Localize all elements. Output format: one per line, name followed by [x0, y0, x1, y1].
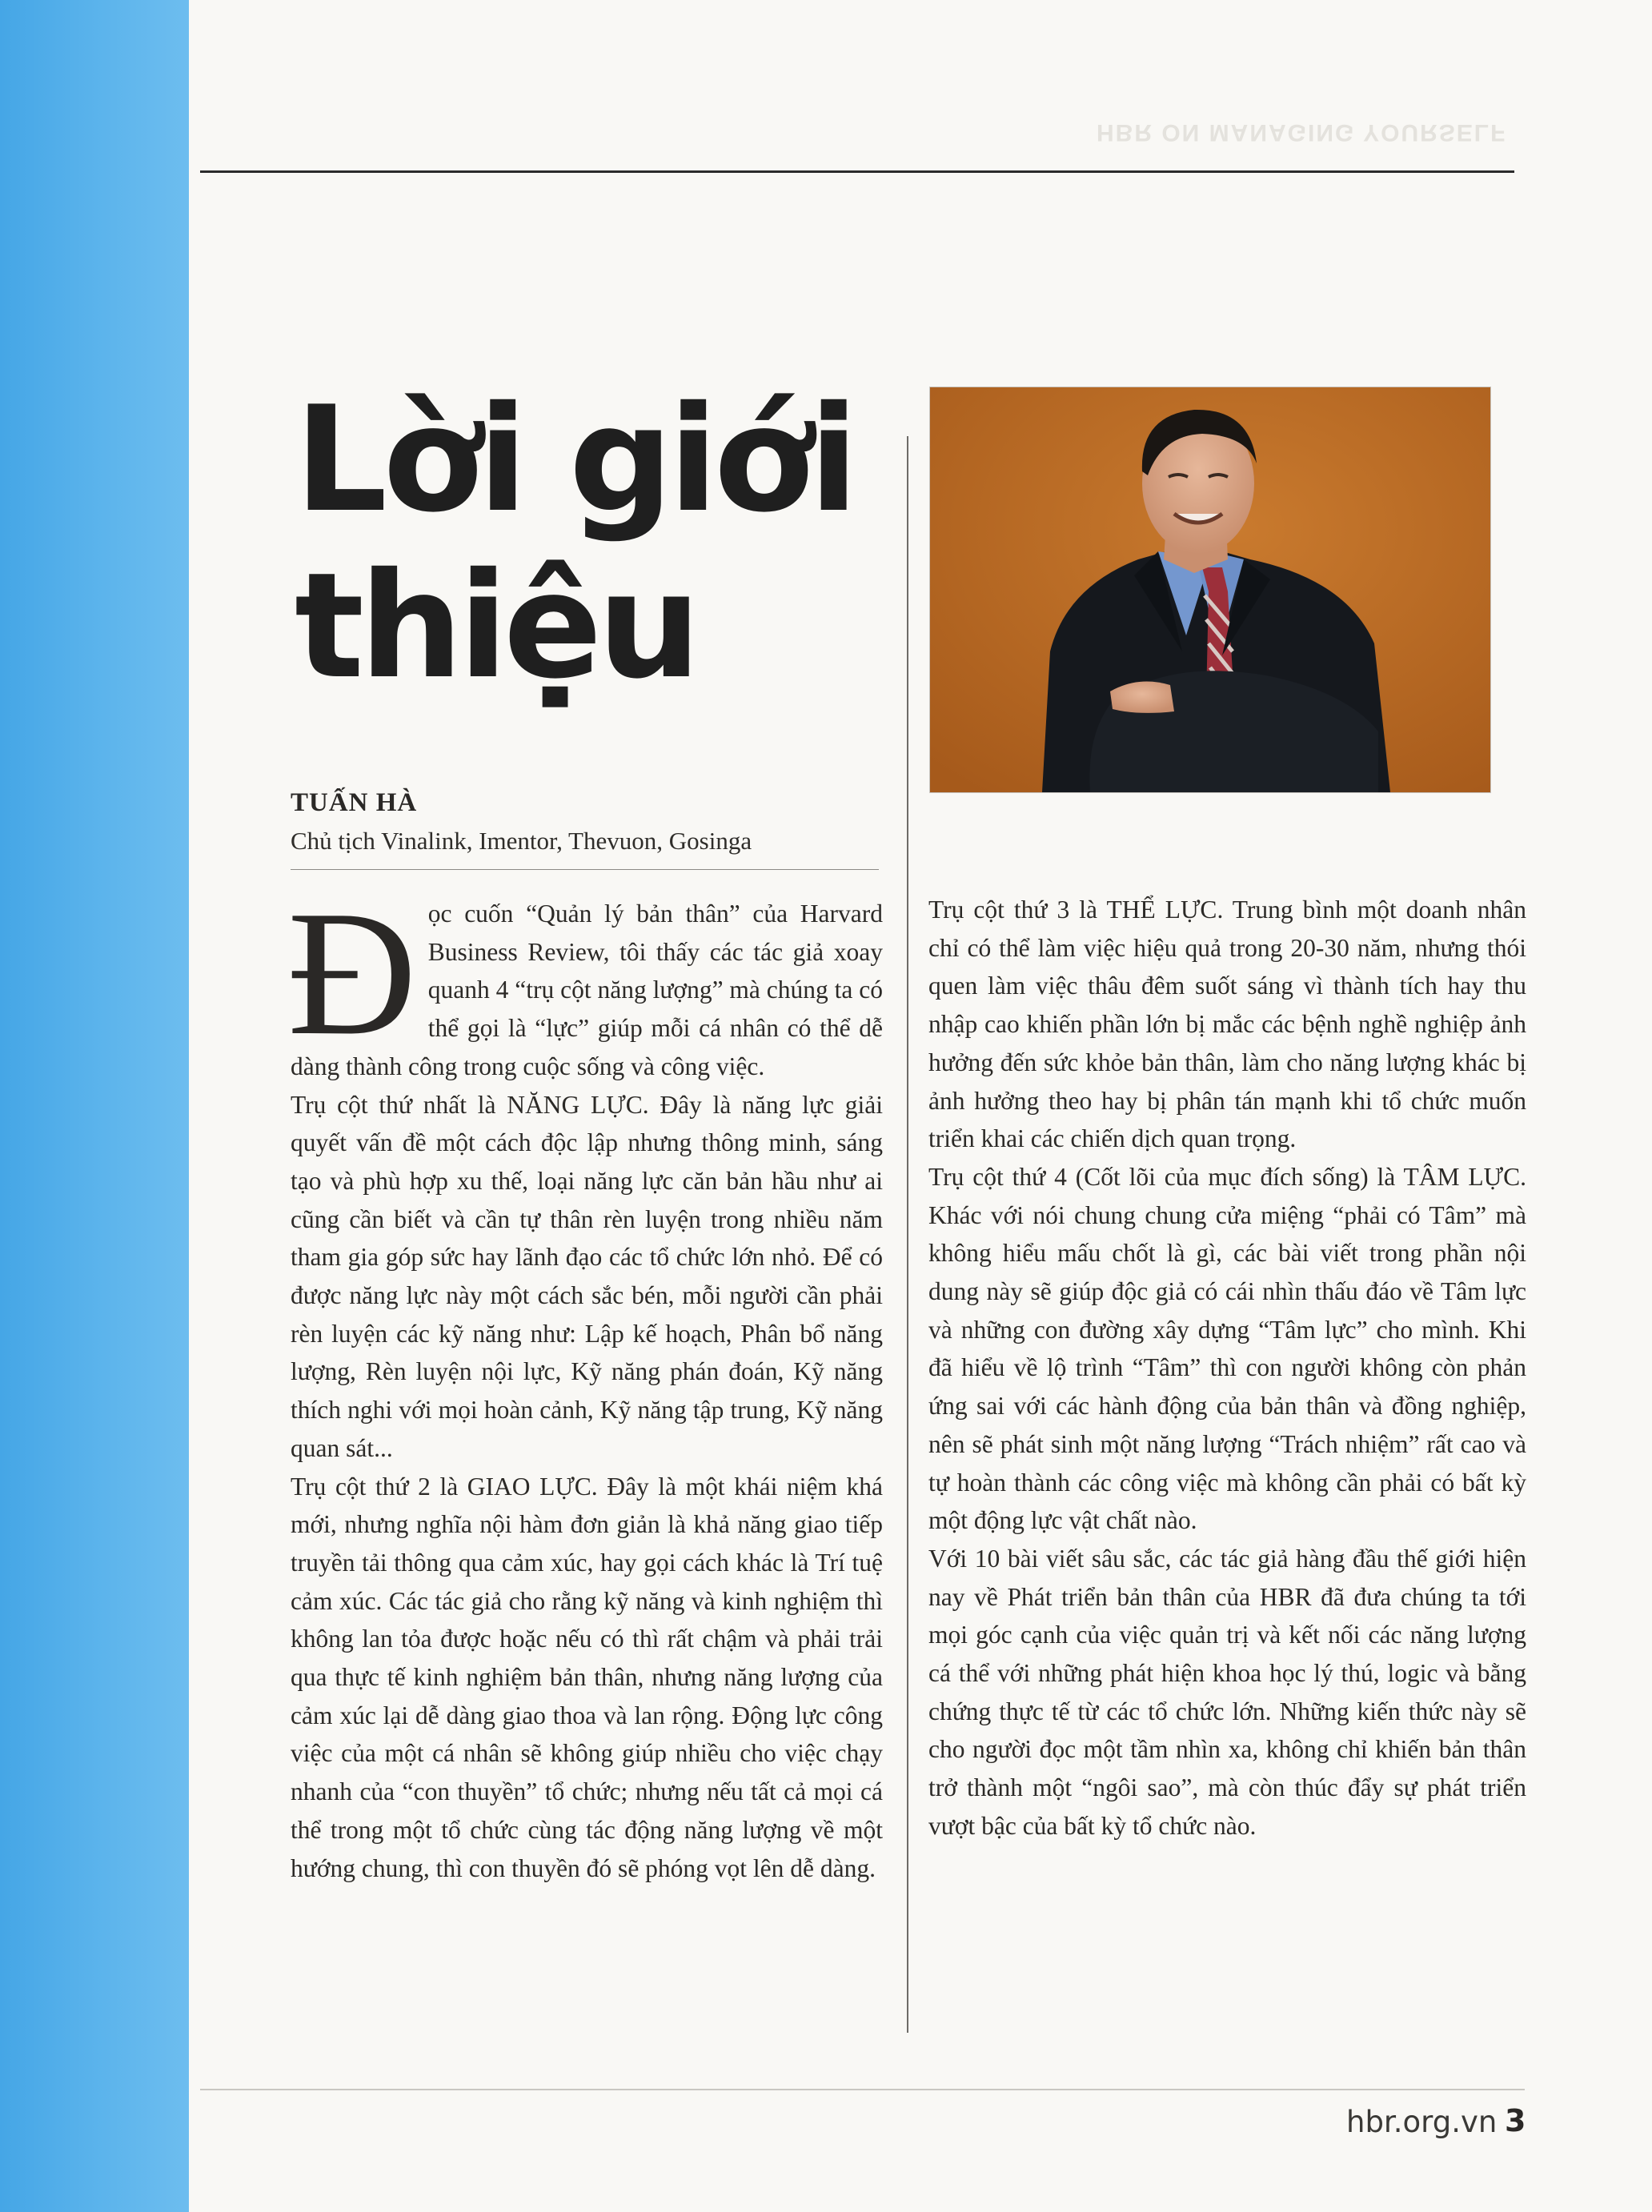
author-name: TUẤN HÀ: [291, 788, 418, 817]
portrait-image: [930, 387, 1490, 792]
author-photo: [930, 387, 1490, 792]
title-line-1: Lời giới: [295, 375, 854, 544]
byline-rule: [291, 869, 879, 870]
drop-cap: Đ: [287, 874, 417, 1072]
column-divider: [907, 436, 908, 2033]
paragraph-pillar-4: Trụ cột thứ 4 (Cốt lõi của mục đích sống) là TÂM LỰC. Khác với nói chung chung cửa miệng “phải có Tâm” mà không hiểu mấu chốt là gì, các bài viết trong phần nội dung này sẽ giúp độc giả có cái nhìn thấu đáo về Tâm lực và những con đường xây dựng “Tâm lực” cho mình. Khi đã hiểu về lộ trình “Tâm” thì con người không còn phản ứng sai với các hành động của bản thân và đồng nghiệp, nên sẽ phát sinh một năng lượng “Trách nhiệm” rất cao và tự hoàn thành các công việc mà không cần phải có bất kỳ một động lực vật chất nào.: [928, 1162, 1526, 1535]
author-role: Chủ tịch Vinalink, Imentor, Thevuon, Gosinga: [291, 827, 752, 855]
paragraph-pillar-2: Trụ cột thứ 2 là GIAO LỰC. Đây là một khái niệm khá mới, nhưng nghĩa nội hàm đơn giản là khả năng giao tiếp truyền tải thông qua cảm xúc, hay gọi cách khác là Trí tuệ cảm xúc. Các tác giả cho rằng kỹ năng và kinh nghiệm thì không lan tỏa được hoặc nếu có thì rất chậm và phải trải qua thực tế kinh nghiệm bản thân, nhưng năng lượng của cảm xúc lại dễ dàng giao thoa và lan rộng. Động lực công việc của một cá nhân sẽ không giúp nhiều cho việc chạy nhanh của “con thuyền” tổ chức; nhưng nếu tất cả mọi cá thể trong một tổ chức cùng tác động năng lượng về một hướng chung, thì con thuyền đó sẽ phóng vọt lên dễ dàng.: [291, 1472, 883, 1882]
blue-edge-strip: [0, 0, 189, 2212]
footer-url: hbr.org.vn: [1346, 2105, 1498, 2139]
paragraph-intro: [287, 874, 883, 1086]
page-number: 3: [1505, 2103, 1526, 2138]
title-line-2: thiệu: [295, 541, 696, 711]
bleed-through-header: HBR ON MANAGING YOURSELF: [1097, 119, 1507, 146]
paragraph-intro-text: ọc cuốn “Quản lý bản thân” của Harvard Business Review, tôi thấy các tác giả xoay quanh 4 “trụ cột năng lượng” mà chúng ta có thể gọi là “lực” giúp mỗi cá nhân có thể dễ dàng thành công trong cuộc sống và công việc.: [291, 900, 883, 1080]
page-title: [295, 376, 903, 709]
footer-rule: [200, 2089, 1525, 2090]
body-column-right: [928, 891, 1526, 1845]
body-column-left: [287, 874, 883, 1887]
paragraph-pillar-3: Trụ cột thứ 3 là THỂ LỰC. Trung bình một doanh nhân chỉ có thể làm việc hiệu quả trong 20-30 năm, nhưng thói quen làm việc thâu đêm suốt sáng vì thành tích hay thu nhập cao khiến phần lớn bị mắc các bệnh nghề nghiệp ảnh hưởng đến sức khỏe bản thân, làm cho năng lượng khác bị ảnh hưởng theo hay bị phân tán mạnh khi tổ chức muốn triển khai các chiến dịch quan trọng.: [928, 896, 1526, 1153]
paragraph-pillar-1: Trụ cột thứ nhất là NĂNG LỰC. Đây là năng lực giải quyết vấn đề một cách độc lập nhưng thông minh, sáng tạo và phù hợp xu thế, loại năng lực căn bản hầu như ai cũng cần biết và cần tự thân rèn luyện trong nhiều năm tham gia góp sức hay lãnh đạo các tổ chức lớn nhỏ. Để có được năng lực này một cách sắc bén, mỗi người cần phải rèn luyện các kỹ năng như: Lập kế hoạch, Phân bổ năng lượng, Rèn luyện nội lực, Kỹ năng phán đoán, Kỹ năng thích nghi với mọi hoàn cảnh, Kỹ năng tập trung, Kỹ năng quan sát...: [291, 1090, 883, 1462]
paragraph-conclusion: Với 10 bài viết sâu sắc, các tác giả hàng đầu thế giới hiện nay về Phát triển bản thân của HBR đã đưa chúng ta tới mọi góc cạnh của việc quản trị và kết nối các năng lượng cá thể với những phát hiện khoa học lý thú, logic và bằng chứng thực tế từ các tổ chức lớn. Những kiến thức này sẽ cho người đọc một tầm nhìn xa, không chỉ khiến bản thân trở thành một “ngôi sao”, mà còn thúc đẩy sự phát triển vượt bậc của bất kỳ tổ chức nào.: [928, 1544, 1526, 1840]
top-rule: [200, 170, 1514, 173]
